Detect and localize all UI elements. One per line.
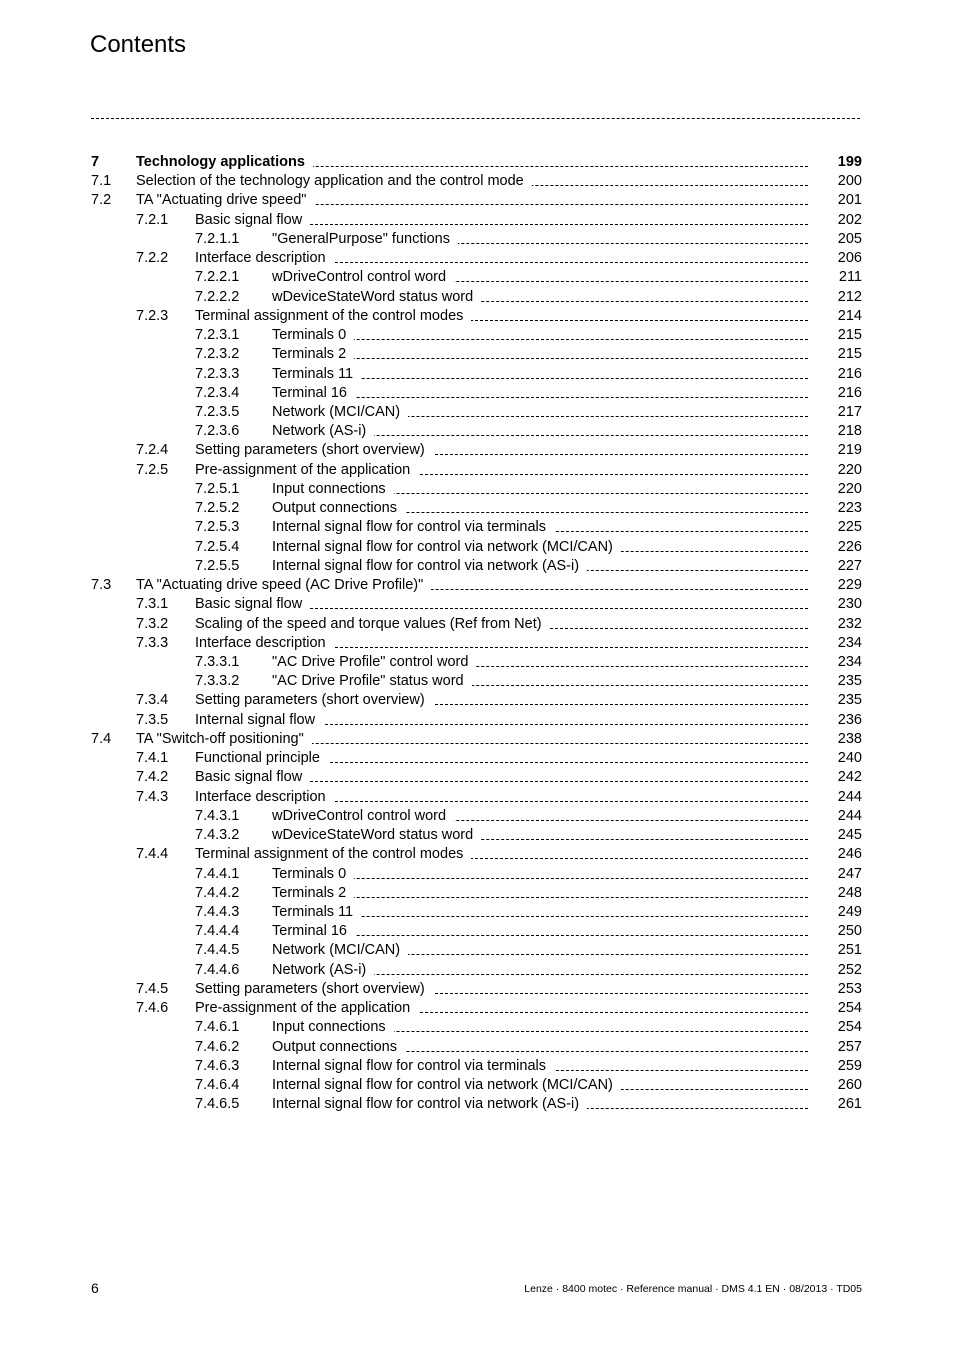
toc-entry-page[interactable]: 214 bbox=[837, 307, 862, 324]
toc-entry[interactable] bbox=[0, 615, 954, 634]
toc-entry-page[interactable]: 230 bbox=[837, 596, 862, 613]
toc-entry-page[interactable]: 236 bbox=[837, 711, 862, 728]
toc-entry[interactable] bbox=[0, 672, 954, 691]
toc-entry[interactable] bbox=[0, 288, 954, 307]
toc-entry-page[interactable]: 202 bbox=[837, 211, 862, 228]
toc-entry-page[interactable]: 219 bbox=[837, 442, 862, 459]
toc-entry[interactable] bbox=[0, 595, 954, 614]
toc-entry-page[interactable]: 212 bbox=[837, 288, 862, 305]
toc-entry-title[interactable]: Interface description bbox=[195, 634, 334, 653]
toc-entry[interactable] bbox=[0, 634, 954, 653]
toc-entry-title[interactable]: TA "Actuating drive speed" bbox=[136, 191, 314, 210]
toc-entry-number: 7.2.3.2 bbox=[195, 346, 240, 363]
toc-entry-page[interactable]: 254 bbox=[837, 1000, 862, 1017]
toc-entry-title[interactable]: Selection of the technology application and the control mode bbox=[136, 172, 532, 191]
toc-entry-title[interactable]: Network (AS-i) bbox=[272, 961, 374, 980]
toc-entry-title[interactable]: Basic signal flow bbox=[195, 768, 310, 787]
toc-entry-page[interactable]: 244 bbox=[837, 807, 862, 824]
toc-entry-title[interactable]: Terminals 11 bbox=[272, 365, 361, 384]
toc-entry-number: 7.4.4.6 bbox=[195, 961, 240, 978]
toc-entry-page[interactable]: 242 bbox=[837, 769, 862, 786]
toc-entry-page[interactable]: 248 bbox=[837, 884, 862, 901]
toc-entry-page[interactable]: 223 bbox=[837, 500, 862, 517]
toc-entry-number: 7.2.4 bbox=[136, 442, 169, 459]
toc-entry-page[interactable]: 215 bbox=[837, 346, 862, 363]
toc-entry-title[interactable]: Network (AS-i) bbox=[272, 422, 374, 441]
toc-entry-title[interactable]: Technology applications bbox=[136, 153, 313, 172]
toc-entry-page[interactable]: 205 bbox=[837, 230, 862, 247]
toc-entry-title[interactable]: Setting parameters (short overview) bbox=[195, 441, 433, 460]
toc-entry[interactable] bbox=[0, 518, 954, 537]
toc-entry-number: 7.4.3 bbox=[136, 788, 169, 805]
toc-entry-page[interactable]: 246 bbox=[837, 846, 862, 863]
toc-entry[interactable] bbox=[0, 1018, 954, 1037]
toc-entry[interactable] bbox=[0, 422, 954, 441]
toc-entry-title[interactable]: Terminals 11 bbox=[272, 903, 361, 922]
toc-entry[interactable] bbox=[0, 961, 954, 980]
toc-entry-page[interactable]: 257 bbox=[837, 1038, 862, 1055]
toc-entry-title[interactable]: Setting parameters (short overview) bbox=[195, 691, 433, 710]
toc-entry-number: 7.4.3.2 bbox=[195, 827, 240, 844]
toc-entry-page[interactable]: 244 bbox=[837, 788, 862, 805]
toc-entry[interactable] bbox=[0, 172, 954, 191]
toc-entry-number: 7.4.4 bbox=[136, 846, 169, 863]
toc-entry-title[interactable]: Basic signal flow bbox=[195, 595, 310, 614]
toc-entry[interactable] bbox=[0, 826, 954, 845]
toc-entry-page[interactable]: 251 bbox=[837, 942, 862, 959]
toc-entry[interactable] bbox=[0, 1057, 954, 1076]
toc-entry[interactable] bbox=[0, 980, 954, 999]
toc-entry-title[interactable]: Terminals 0 bbox=[272, 865, 354, 884]
toc-entry-number: 7.3.1 bbox=[136, 596, 169, 613]
toc-entry-title[interactable]: Terminal 16 bbox=[272, 922, 355, 941]
toc-entry[interactable] bbox=[0, 711, 954, 730]
toc-entry-number: 7.2.2 bbox=[136, 250, 169, 267]
toc-entry-number: 7.2 bbox=[91, 192, 112, 209]
toc-entry-page[interactable]: 215 bbox=[837, 327, 862, 344]
toc-entry-page[interactable]: 234 bbox=[837, 634, 862, 651]
toc-entry[interactable] bbox=[0, 884, 954, 903]
toc-entry[interactable] bbox=[0, 211, 954, 230]
toc-entry[interactable] bbox=[0, 557, 954, 576]
toc-entry[interactable] bbox=[0, 249, 954, 268]
toc-entry-number: 7.2.2.1 bbox=[195, 269, 240, 286]
toc-entry-page[interactable]: 220 bbox=[837, 461, 862, 478]
toc-entry-title[interactable]: Input connections bbox=[272, 1018, 394, 1037]
toc-entry[interactable] bbox=[0, 1038, 954, 1057]
toc-entry[interactable] bbox=[0, 538, 954, 557]
toc-entry[interactable] bbox=[0, 403, 954, 422]
toc-entry[interactable] bbox=[0, 191, 954, 210]
toc-entry-number: 7.4.4.2 bbox=[195, 884, 240, 901]
toc-entry-number: 7.4.6 bbox=[136, 1000, 169, 1017]
header-divider bbox=[91, 118, 860, 119]
toc-entry-title[interactable]: TA "Actuating drive speed (AC Drive Profile)" bbox=[136, 576, 431, 595]
toc-entry-page[interactable]: 229 bbox=[837, 577, 862, 594]
toc-entry[interactable] bbox=[0, 691, 954, 710]
toc-entry-page[interactable]: 260 bbox=[837, 1077, 862, 1094]
toc-entry-number: 7.2.3.4 bbox=[195, 384, 240, 401]
toc-entry[interactable] bbox=[0, 807, 954, 826]
toc-entry-number: 7.2.3 bbox=[136, 307, 169, 324]
toc-entry-number: 7.2.2.2 bbox=[195, 288, 240, 305]
toc-entry-title[interactable]: Terminal assignment of the control modes bbox=[195, 845, 471, 864]
toc-entry-title[interactable]: Output connections bbox=[272, 499, 405, 518]
toc-entry-number: 7.4 bbox=[91, 730, 112, 747]
toc-entry[interactable] bbox=[0, 768, 954, 787]
toc-entry[interactable] bbox=[0, 730, 954, 749]
toc-entry-title[interactable]: Network (MCI/CAN) bbox=[272, 941, 408, 960]
toc-entry-number: 7.2.5.4 bbox=[195, 538, 240, 555]
toc-entry-number: 7.4.6.5 bbox=[195, 1096, 240, 1113]
toc-entry[interactable] bbox=[0, 845, 954, 864]
page-title: Contents bbox=[90, 31, 187, 58]
toc-entry-number: 7.2.5.3 bbox=[195, 519, 240, 536]
toc-entry-number: 7.2.1.1 bbox=[195, 230, 240, 247]
toc-entry-title[interactable]: TA "Switch-off positioning" bbox=[136, 730, 312, 749]
toc-entry-number: 7.3 bbox=[91, 577, 112, 594]
toc-entry-number: 7.3.2 bbox=[136, 615, 169, 632]
toc-entry-number: 7.3.5 bbox=[136, 711, 169, 728]
toc-entry-number: 7.3.4 bbox=[136, 692, 169, 709]
toc-entry-title[interactable]: Pre-assignment of the application bbox=[195, 999, 418, 1018]
toc-entry-title[interactable]: "AC Drive Profile" control word bbox=[272, 653, 476, 672]
toc-entry-number: 7.2.5 bbox=[136, 461, 169, 478]
toc-entry-page[interactable]: 254 bbox=[837, 1019, 862, 1036]
toc-entry-title[interactable]: Internal signal flow bbox=[195, 711, 323, 730]
toc-entry-title[interactable]: Functional principle bbox=[195, 749, 328, 768]
toc-entry[interactable] bbox=[0, 999, 954, 1018]
toc-entry-page[interactable]: 259 bbox=[837, 1057, 862, 1074]
toc-entry-page[interactable]: 261 bbox=[837, 1096, 862, 1113]
toc-entry[interactable] bbox=[0, 865, 954, 884]
toc-entry-title[interactable]: Basic signal flow bbox=[195, 211, 310, 230]
toc-entry[interactable] bbox=[0, 384, 954, 403]
toc-entry-page[interactable]: 216 bbox=[837, 365, 862, 382]
toc-entry-number: 7 bbox=[91, 154, 100, 170]
toc-entry-number: 7.2.1 bbox=[136, 211, 169, 228]
toc-entry-number: 7.2.3.3 bbox=[195, 365, 240, 382]
toc-entry-number: 7.4.4.3 bbox=[195, 903, 240, 920]
toc-entry-page[interactable]: 206 bbox=[837, 250, 862, 267]
toc-entry[interactable] bbox=[0, 576, 954, 595]
toc-entry-title[interactable]: Internal signal flow for control via terminals bbox=[272, 518, 554, 537]
toc-entry[interactable] bbox=[0, 441, 954, 460]
toc-entry-page[interactable]: 247 bbox=[837, 865, 862, 882]
toc-entry-number: 7.1 bbox=[91, 173, 112, 190]
toc-entry-title[interactable]: Interface description bbox=[195, 788, 334, 807]
toc-entry-title[interactable]: Internal signal flow for control via network (AS-i) bbox=[272, 557, 587, 576]
toc-entry-number: 7.4.6.4 bbox=[195, 1077, 240, 1094]
toc-entry-title[interactable]: wDriveControl control word bbox=[272, 807, 454, 826]
toc-entry-page[interactable]: 199 bbox=[837, 154, 862, 170]
toc-entry-number: 7.2.5.1 bbox=[195, 480, 240, 497]
toc-entry-page[interactable]: 238 bbox=[837, 730, 862, 747]
toc-entry-page[interactable]: 218 bbox=[837, 423, 862, 440]
toc-entry-number: 7.4.6.1 bbox=[195, 1019, 240, 1036]
toc-entry-page[interactable]: 250 bbox=[837, 923, 862, 940]
toc-entry-title[interactable]: Input connections bbox=[272, 480, 394, 499]
toc-entry[interactable] bbox=[0, 326, 954, 345]
toc-entry[interactable] bbox=[0, 903, 954, 922]
toc-entry-title[interactable]: Interface description bbox=[195, 249, 334, 268]
toc-entry[interactable] bbox=[0, 788, 954, 807]
toc-entry-title[interactable]: wDriveControl control word bbox=[272, 268, 454, 287]
toc-entry[interactable] bbox=[0, 480, 954, 499]
toc-entry-page[interactable]: 200 bbox=[837, 173, 862, 190]
toc-entry-page[interactable]: 240 bbox=[837, 750, 862, 767]
toc-entry-number: 7.4.4.5 bbox=[195, 942, 240, 959]
toc-entry-number: 7.4.3.1 bbox=[195, 807, 240, 824]
toc-entry-number: 7.4.6.2 bbox=[195, 1038, 240, 1055]
toc-entry[interactable] bbox=[0, 941, 954, 960]
toc-entry-title[interactable]: Scaling of the speed and torque values (Ref from Net) bbox=[195, 615, 550, 634]
toc-entry-number: 7.3.3.2 bbox=[195, 673, 240, 690]
toc-entry[interactable] bbox=[0, 1076, 954, 1095]
toc-entry-page[interactable]: 235 bbox=[837, 673, 862, 690]
toc-entry-page[interactable]: 252 bbox=[837, 961, 862, 978]
toc-entry-title[interactable]: wDeviceStateWord status word bbox=[272, 288, 481, 307]
toc-entry-number: 7.4.2 bbox=[136, 769, 169, 786]
toc-entry-title[interactable]: wDeviceStateWord status word bbox=[272, 826, 481, 845]
footer-document-info: Lenze · 8400 motec · Reference manual · DMS 4.1 EN · 08/2013 · TD05 bbox=[524, 1283, 862, 1295]
toc-entry-page[interactable]: 232 bbox=[837, 615, 862, 632]
toc-entry-number: 7.2.5.5 bbox=[195, 557, 240, 574]
toc-entry-number: 7.4.6.3 bbox=[195, 1057, 240, 1074]
toc-entry[interactable] bbox=[0, 365, 954, 384]
toc-entry[interactable] bbox=[0, 1095, 954, 1114]
toc-entry[interactable] bbox=[0, 230, 954, 249]
toc-entry-number: 7.4.4.4 bbox=[195, 923, 240, 940]
toc-entry-page[interactable]: 235 bbox=[837, 692, 862, 709]
toc-entry-page[interactable]: 211 bbox=[838, 269, 862, 286]
toc-entry-page[interactable]: 253 bbox=[837, 980, 862, 997]
toc-entry-number: 7.2.3.1 bbox=[195, 327, 240, 344]
toc-entry-number: 7.2.5.2 bbox=[195, 500, 240, 517]
toc-entry-number: 7.3.3 bbox=[136, 634, 169, 651]
toc-entry-title[interactable]: Terminal 16 bbox=[272, 384, 355, 403]
toc-entry[interactable] bbox=[0, 461, 954, 480]
toc-entry-number: 7.3.3.1 bbox=[195, 653, 240, 670]
toc-entry[interactable] bbox=[0, 307, 954, 326]
toc-entry-number: 7.4.5 bbox=[136, 980, 169, 997]
toc-entry-title[interactable]: Terminals 0 bbox=[272, 326, 354, 345]
footer-page-number: 6 bbox=[91, 1280, 99, 1296]
toc-entry-title[interactable]: "GeneralPurpose" functions bbox=[272, 230, 458, 249]
toc-entry-page[interactable]: 226 bbox=[837, 538, 862, 555]
toc-entry-title[interactable]: Internal signal flow for control via terminals bbox=[272, 1057, 554, 1076]
toc-entry[interactable] bbox=[0, 268, 954, 287]
toc-entry-title[interactable]: Network (MCI/CAN) bbox=[272, 403, 408, 422]
toc-entry[interactable] bbox=[0, 499, 954, 518]
toc-entry-number: 7.4.1 bbox=[136, 750, 169, 767]
toc-entry[interactable] bbox=[0, 345, 954, 364]
toc-entry-page[interactable]: 234 bbox=[837, 653, 862, 670]
toc-entry-page[interactable]: 216 bbox=[837, 384, 862, 401]
toc-entry-page[interactable]: 220 bbox=[837, 480, 862, 497]
toc-entry[interactable] bbox=[0, 153, 954, 172]
toc-entry-number: 7.2.3.5 bbox=[195, 403, 240, 420]
toc-entry-title[interactable]: Output connections bbox=[272, 1038, 405, 1057]
toc-entry[interactable] bbox=[0, 749, 954, 768]
toc-entry-title[interactable]: Terminal assignment of the control modes bbox=[195, 307, 471, 326]
toc-entry[interactable] bbox=[0, 922, 954, 941]
toc-entry-page[interactable]: 227 bbox=[837, 557, 862, 574]
toc-entry[interactable] bbox=[0, 653, 954, 672]
toc-entry-page[interactable]: 201 bbox=[837, 192, 862, 209]
toc-entry-title[interactable]: Terminals 2 bbox=[272, 345, 354, 364]
toc-entry-number: 7.2.3.6 bbox=[195, 423, 240, 440]
toc-entry-title[interactable]: Internal signal flow for control via network (MCI/CAN) bbox=[272, 1076, 621, 1095]
toc-entry-title[interactable]: Setting parameters (short overview) bbox=[195, 980, 433, 999]
toc-entry-title[interactable]: Internal signal flow for control via network (MCI/CAN) bbox=[272, 538, 621, 557]
toc-entry-title[interactable]: "AC Drive Profile" status word bbox=[272, 672, 472, 691]
toc-entry-page[interactable]: 245 bbox=[837, 827, 862, 844]
toc-entry-page[interactable]: 249 bbox=[837, 903, 862, 920]
toc-entry-title[interactable]: Pre-assignment of the application bbox=[195, 461, 418, 480]
toc-entry-page[interactable]: 225 bbox=[837, 519, 862, 536]
toc-entry-title[interactable]: Terminals 2 bbox=[272, 884, 354, 903]
toc-entry-number: 7.4.4.1 bbox=[195, 865, 240, 882]
toc-entry-title[interactable]: Internal signal flow for control via network (AS-i) bbox=[272, 1095, 587, 1114]
toc-entry-page[interactable]: 217 bbox=[837, 403, 862, 420]
